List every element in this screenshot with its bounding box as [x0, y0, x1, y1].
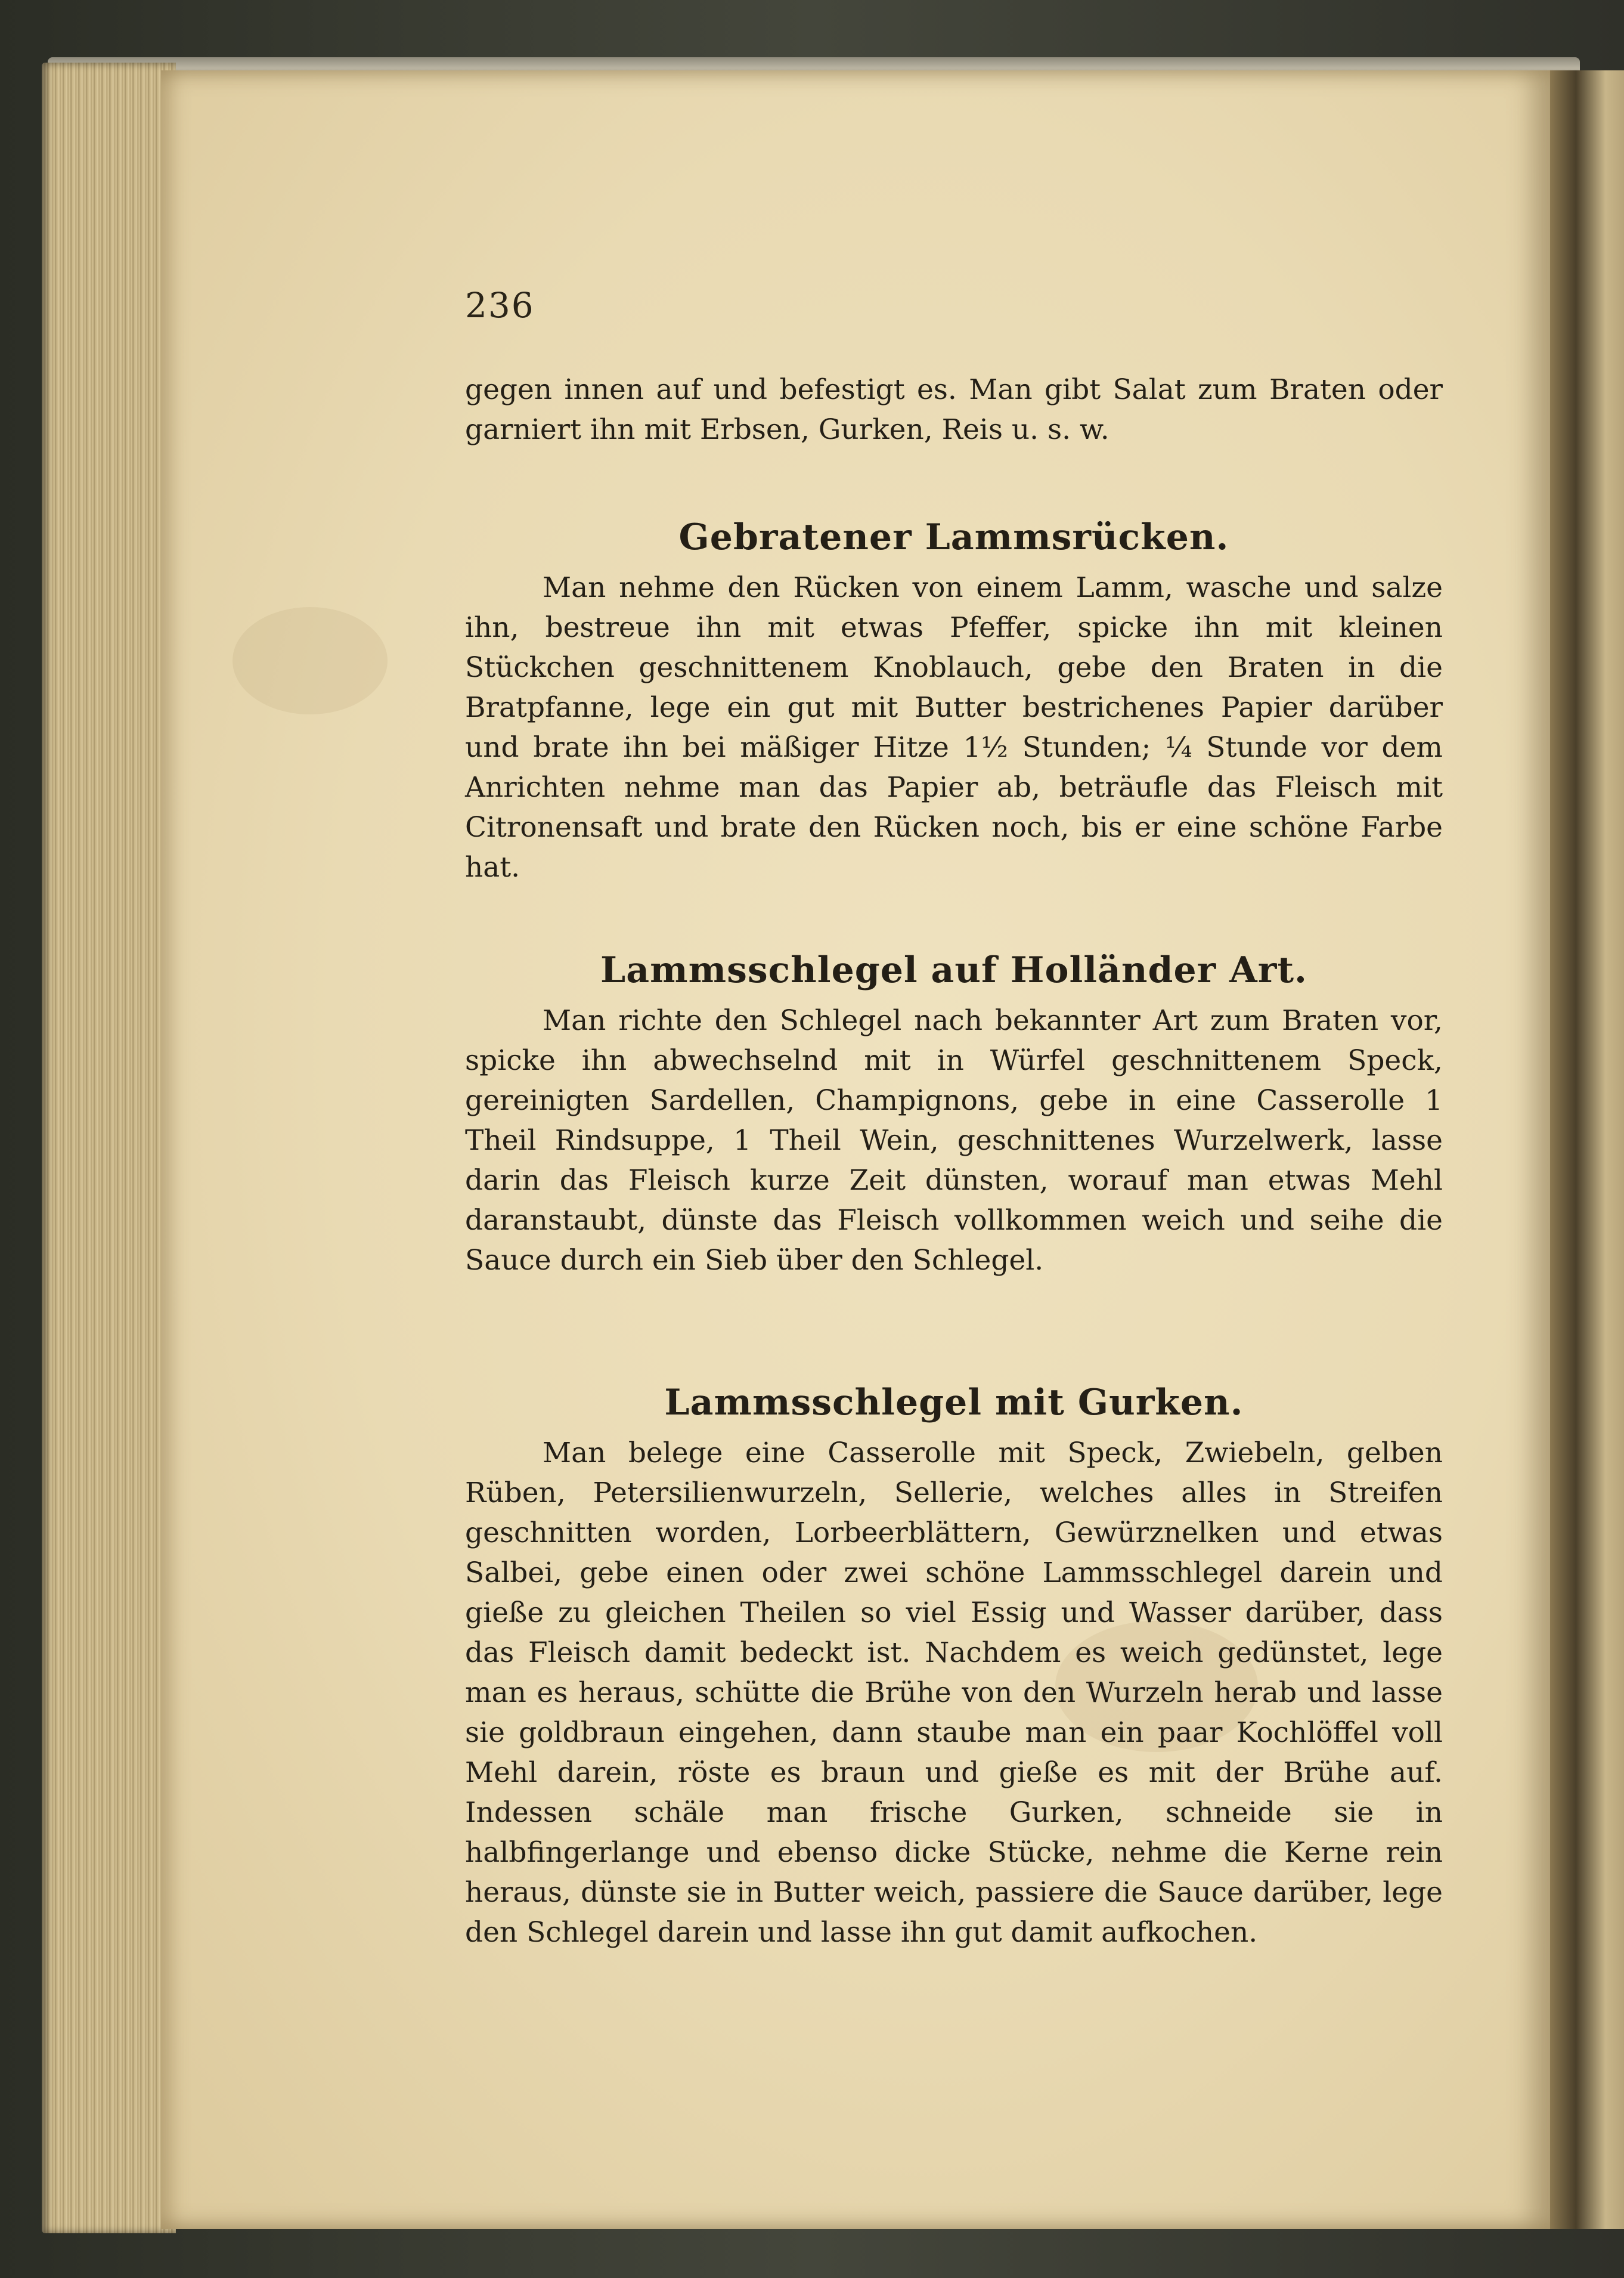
- recipe-heading: Gebratener Lammsrücken.: [678, 516, 1229, 558]
- intro-paragraph: gegen innen auf und befestigt es. Man gibt Salat zum Braten oder garniert ihn mit Erbsen, Gurken, Reis u. s. w.: [465, 373, 1443, 446]
- recipe-heading: Lammsschlegel auf Holländer Art.: [600, 949, 1307, 991]
- book-page-edges: [42, 63, 176, 2233]
- recipe-body: Man belege eine Casserolle mit Speck, Zwiebeln, gelben Rüben, Petersilienwurzeln, Sellerie, welches alles in Streifen geschnitten worden, Lorbeerblättern, Gewürznelken und etwas Salbei, gebe einen oder zwei schöne Lammsschlegel darein und gieße zu gleichen Theilen so viel Essig und Wasser darüber, dass das Fleisch damit bedeckt ist. Nachdem es weich gedünstet, lege man es heraus, schütte die Brühe von den Wurzeln herab und lasse sie goldbraun eingehen, dann staube man ein paar Kochlöffel voll Mehl darein, röste es braun und gieße es mit der Brühe auf. Indessen schäle man frische Gurken, schneide sie in halbfingerlange und ebenso dicke Stücke, nehme die Kerne rein heraus, dünste sie in Butter weich, passiere die Sauce darüber, lege den Schlegel darein und lasse ihn gut damit aufkochen.: [465, 1437, 1443, 1949]
- recipe-heading: Lammsschlegel mit Gurken.: [664, 1382, 1244, 1423]
- paper-stain: [233, 607, 388, 714]
- recipe-body: Man richte den Schlegel nach bekannter Art zum Braten vor, spicke ihn abwechselnd mit in Würfel geschnittenem Speck, gereinigten Sardellen, Champignons, gebe in eine Casserolle 1 Theil Rindsuppe, 1 Theil Wein, geschnittenes Wurzelwerk, lasse darin das Fleisch kurze Zeit dünsten, worauf man etwas Mehl daranstaubt, dünste das Fleisch vollkommen weich und seihe die Sauce durch ein Sieb über den Schlegel.: [465, 1004, 1443, 1277]
- book-gutter: [1550, 70, 1624, 2229]
- page-text: [465, 370, 1443, 1952]
- page-number: 236: [465, 285, 535, 326]
- recipe-body: Man nehme den Rücken von einem Lamm, wasche und salze ihn, bestreue ihn mit etwas Pfeffer, spicke ihn mit kleinen Stückchen geschnittenem Knoblauch, gebe den Braten in die Bratpfanne, lege ein gut mit Butter bestrichenes Papier darüber und brate ihn bei mäßiger Hitze 1½ Stunden; ¼ Stunde vor dem Anrichten nehme man das Papier ab, beträufle das Fleisch mit Citronensaft und brate den Rücken noch, bis er eine schöne Farbe hat.: [465, 571, 1443, 884]
